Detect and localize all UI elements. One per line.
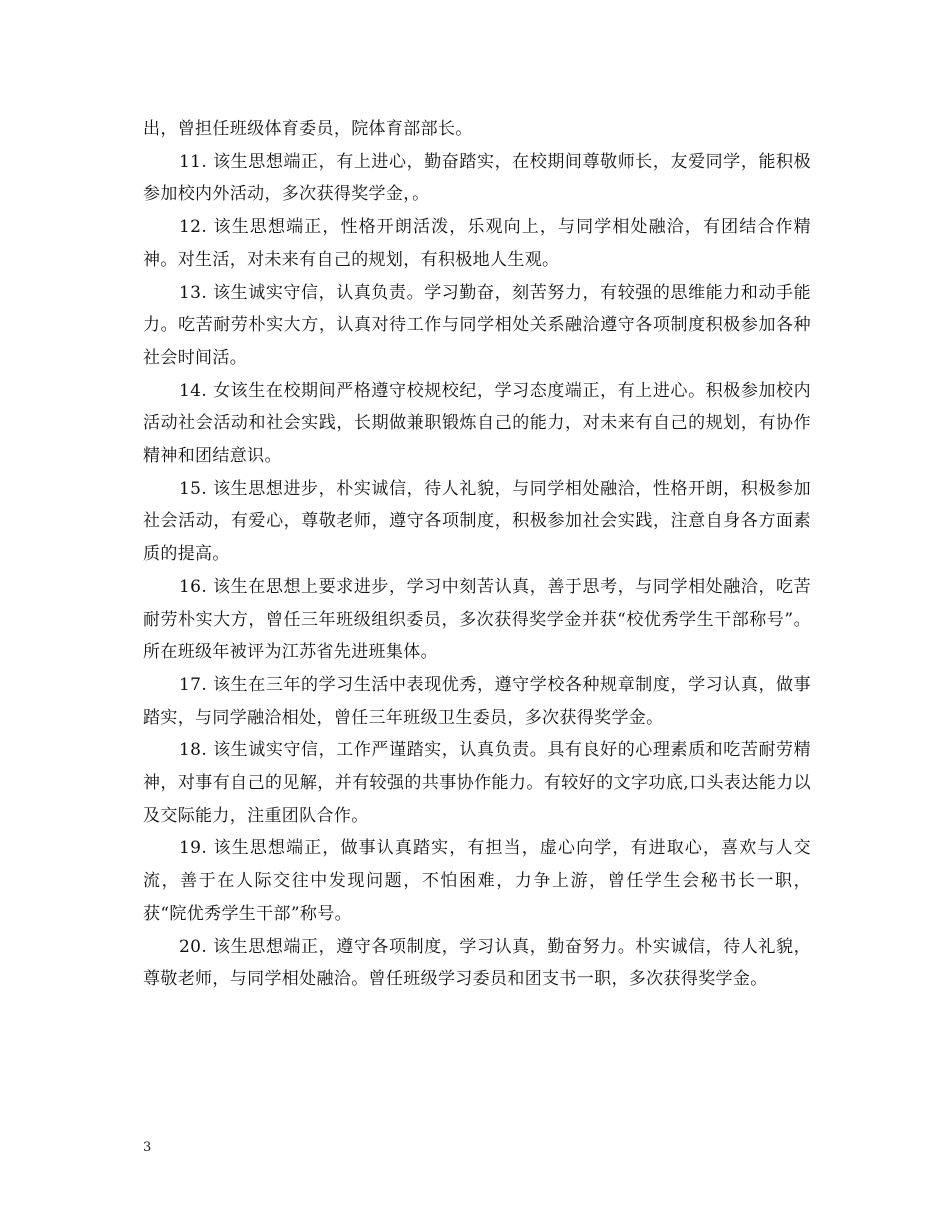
paragraph-item-17: 17. 该生在三年的学习生活中表现优秀，遵守学校各种规章制度，学习认真，做事踏实，与同学融洽相处，曾任三年班级卫生委员，多次获得奖学金。 [143,674,811,728]
paragraph-item-11: 11. 该生思想端正，有上进心，勤奋踏实，在校期间尊敬师长，友爱同学，能积极参加校内外活动，多次获得奖学金，。 [143,151,811,205]
paragraph-item-12: 12. 该生思想端正，性格开朗活泼，乐观向上，与同学相处融洽，有团结合作精神。对生活，对未来有自己的规划，有积极地人生观。 [143,217,811,270]
paragraph-item-13: 13. 该生诚实守信，认真负责。学习勤奋，刻苦努力，有较强的思维能力和动手能力。吃苦耐劳朴实大方，认真对待工作与同学相处关系融洽遵守各项制度积极参加各种社会时间活。 [143,282,811,368]
document-body [143,113,811,996]
paragraph-item-20: 20. 该生思想端正，遵守各项制度，学习认真，勤奋努力。朴实诚信，待人礼貌，尊敬老师，与同学相处融洽。曾任班级学习委员和团支书一职，多次获得奖学金。 [143,936,811,990]
paragraph-item-19: 19. 该生思想端正，做事认真踏实，有担当，虚心向学，有进取心，喜欢与人交流，善于在人际交往中发现问题，不怕困难，力争上游，曾任学生会秘书长一职，获“院优秀学生干部”称号。 [143,838,811,924]
page-number: 3 [143,1140,152,1155]
paragraph-item-16: 16. 该生在思想上要求进步，学习中刻苦认真，善于思考，与同学相处融洽，吃苦耐劳朴实大方，曾任三年班级组织委员，多次获得奖学金并获“校优秀学生干部称号”。所在班级年被评为江苏省先进班集体。 [143,576,811,663]
paragraph-item-18: 18. 该生诚实守信，工作严谨踏实，认真负责。具有良好的心理素质和吃苦耐劳精神，对事有自己的见解，并有较强的共事协作能力。有较好的文字功底,口头表达能力以及交际能力，注重团队合作。 [143,740,811,826]
paragraph-item-15: 15. 该生思想进步，朴实诚信，待人礼貌，与同学相处融洽，性格开朗，积极参加社会活动，有爱心，尊敬老师，遵守各项制度，积极参加社会实践，注意自身各方面素质的提高。 [143,478,811,565]
paragraph-item-14: 14. 女该生在校期间严格遵守校规校纪，学习态度端正，有上进心。积极参加校内活动社会活动和社会实践，长期做兼职锻炼自己的能力，对未来有自己的规划，有协作精神和团结意识。 [143,380,811,467]
paragraph-continuation: 出，曾担任班级体育委员，院体育部部长。 [143,119,473,139]
